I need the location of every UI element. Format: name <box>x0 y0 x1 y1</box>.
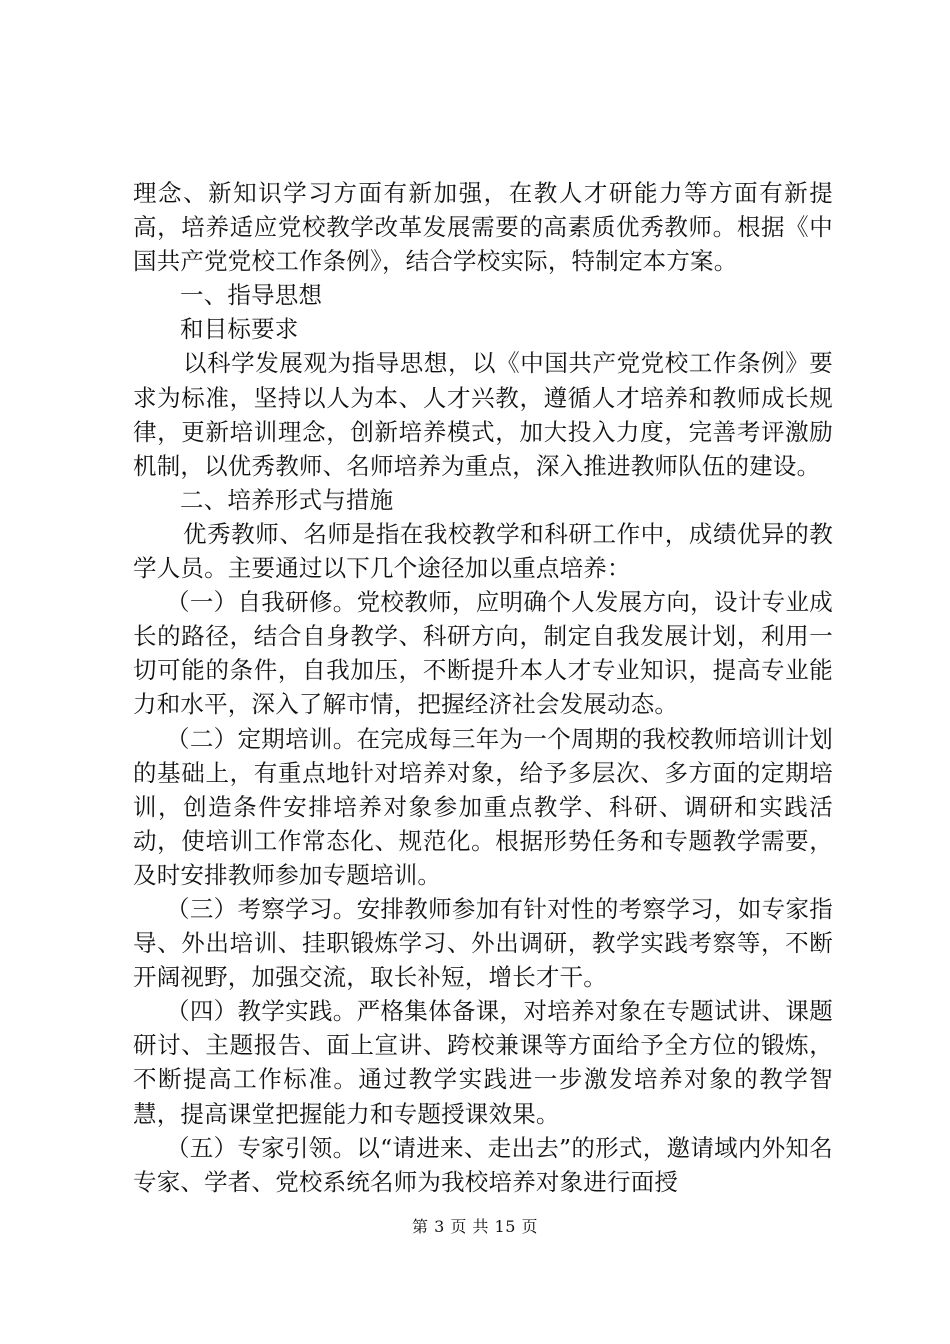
document-body <box>133 176 833 1199</box>
paragraph-teaching-practice: （四）教学实践。严格集体备课，对培养对象在专题试讲、课题研讨、主题报告、面上宣讲、跨校兼课等方面给予全方位的锻炼，不断提高工作标准。通过教学实践进一步激发培养对象的教学智慧，提高课堂把握能力和专题授课效果。 <box>133 997 833 1128</box>
paragraph-self-study: （一）自我研修。党校教师，应明确个人发展方向，设计专业成长的路径，结合自身教学、科研方向，制定自我发展计划，利用一切可能的条件，自我加压，不断提升本人才专业知识，提高专业能力和水平，深入了解市情，把握经济社会发展动态。 <box>133 588 833 719</box>
heading-guiding-thought: 一、指导思想 <box>180 281 323 310</box>
paragraph-expert-guidance: （五）专家引领。以“请进来、走出去”的形式，邀请域内外知名专家、学者、党校系统名师为我校培养对象进行面授 <box>133 1133 833 1196</box>
paragraph-study-tours: （三）考察学习。安排教师参加有针对性的考察学习，如专家指导、外出培训、挂职锻炼学习、外出调研，教学实践考察等，不断开阔视野，加强交流，取长补短，增长才干。 <box>133 894 833 992</box>
page-number-footer: 第 3 页 共 15 页 <box>412 1217 538 1236</box>
heading-training-measures: 二、培养形式与措施 <box>180 485 394 514</box>
paragraph-regular-training: （二）定期培训。在完成每三年为一个周期的我校教师培训计划的基础上，有重点地针对培养对象，给予多层次、多方面的定期培训，创造条件安排培养对象参加重点教学、科研、调研和实践活动，使培训工作常态化、规范化。根据形势任务和专题教学需要，及时安排教师参加专题培训。 <box>133 724 833 889</box>
paragraph-guiding-thought: 以科学发展观为指导思想，以《中国共产党党校工作条例》要求为标准，坚持以人为本、人才兴教，遵循人才培养和教师成长规律，更新培训理念，创新培养模式，加大投入力度，完善考评激励机制，以优秀教师、名师培养为重点，深入推进教师队伍的建设。 <box>133 349 833 480</box>
paragraph-training-intro: 优秀教师、名师是指在我校教学和科研工作中，成绩优异的教学人员。主要通过以下几个途径加以重点培养： <box>133 519 833 583</box>
heading-goals: 和目标要求 <box>180 315 299 344</box>
paragraph-intro: 理念、新知识学习方面有新加强，在教人才研能力等方面有新提高，培养适应党校教学改革发展需要的高素质优秀教师。根据《中国共产党党校工作条例》，结合学校实际，特制定本方案。 <box>133 179 833 276</box>
